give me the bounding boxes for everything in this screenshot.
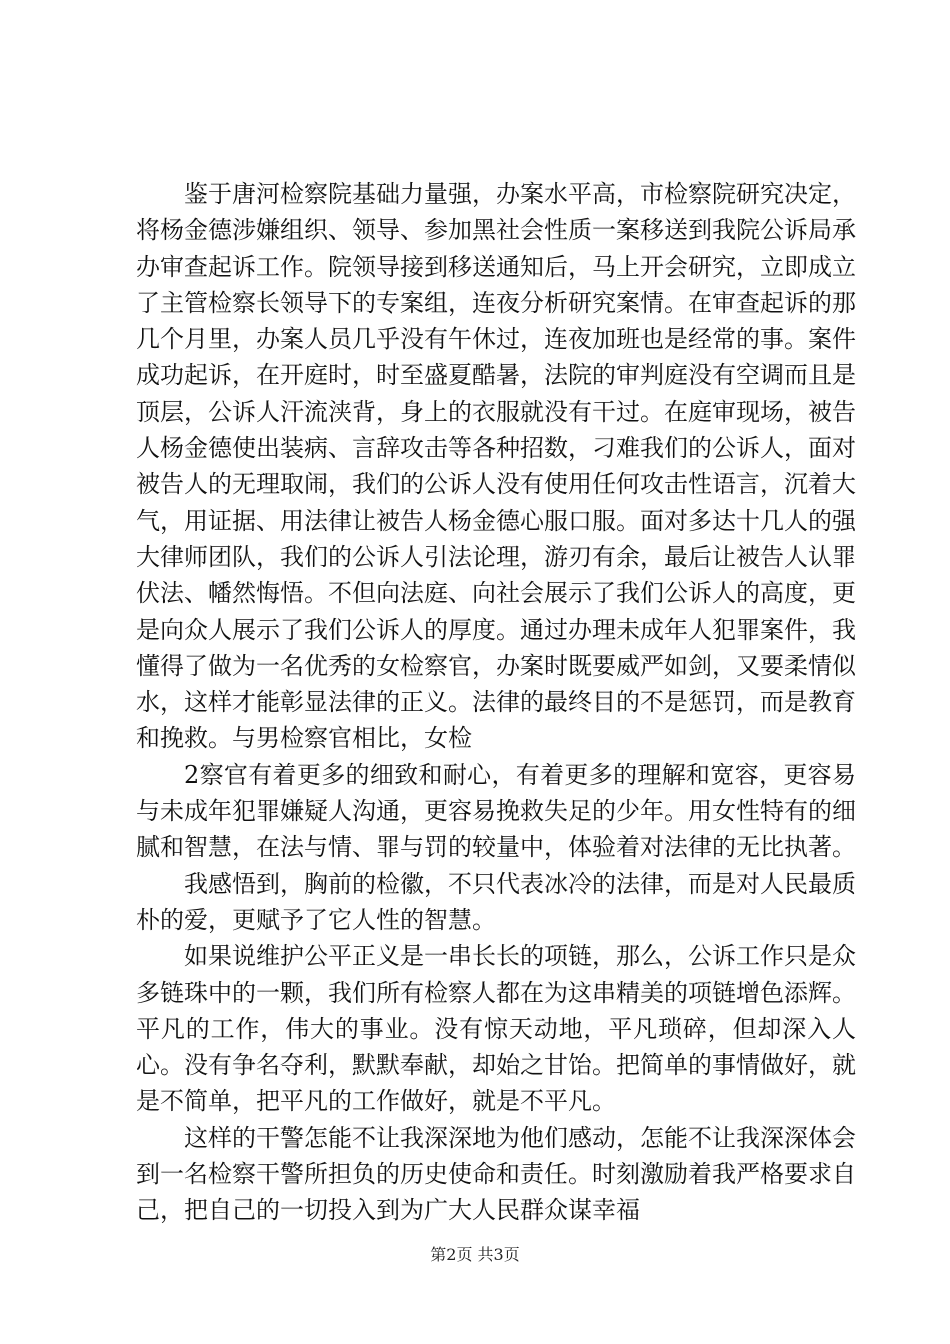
paragraph-5: 这样的干警怎能不让我深深地为他们感动，怎能不让我深深体会到一名检察干警所担负的历史使命和责任。时刻激励着我严格要求自己，把自己的一切投入到为广大人民群众谋幸福 <box>136 1123 856 1225</box>
page-number-footer: 第2页 共3页 <box>430 1245 520 1264</box>
document-body <box>136 176 856 1229</box>
paragraph-2: 2察官有着更多的细致和耐心，有着更多的理解和宽容，更容易与未成年犯罪嫌疑人沟通，更容易挽救失足的少年。用女性特有的细腻和智慧，在法与情、罪与罚的较量中，体验着对法律的无比执著。 <box>136 760 856 862</box>
paragraph-4: 如果说维护公平正义是一串长长的项链，那么，公诉工作只是众多链珠中的一颗，我们所有检察人都在为这串精美的项链增色添辉。平凡的工作，伟大的事业。没有惊天动地，平凡琐碎，但却深入人心。没有争名夺利，默默奉献，却始之甘饴。把简单的事情做好，就是不简单，把平凡的工作做好，就是不平凡。 <box>136 942 856 1116</box>
paragraph-1: 鉴于唐河检察院基础力量强，办案水平高，市检察院研究决定，将杨金德涉嫌组织、领导、参加黑社会性质一案移送到我院公诉局承办审查起诉工作。院领导接到移送通知后，马上开会研究，立即成立了主管检察长领导下的专案组，连夜分析研究案情。在审查起诉的那几个月里，办案人员几乎没有午休过，连夜加班也是经常的事。案件成功起诉，在开庭时，时至盛夏酷暑，法院的审判庭没有空调而且是顶层，公诉人汗流浃背，身上的衣服就没有干过。在庭审现场，被告人杨金德使出装病、言辞攻击等各种招数，刁难我们的公诉人，面对被告人的无理取闹，我们的公诉人没有使用任何攻击性语言，沉着大气，用证据、用法律让被告人杨金德心服口服。面对多达十几人的强大律师团队，我们的公诉人引法论理，游刃有余，最后让被告人认罪伏法、幡然悔悟。不但向法庭、向社会展示了我们公诉人的高度，更是向众人展示了我们公诉人的厚度。通过办理未成年人犯罪案件，我懂得了做为一名优秀的女检察官，办案时既要威严如剑，又要柔情似水，这样才能彰显法律的正义。法律的最终目的不是惩罚，而是教育和挽救。与男检察官相比，女检 <box>136 180 856 753</box>
paragraph-3: 我感悟到，胸前的检徽，不只代表冰冷的法律，而是对人民最质朴的爱，更赋予了它人性的智慧。 <box>136 869 856 934</box>
